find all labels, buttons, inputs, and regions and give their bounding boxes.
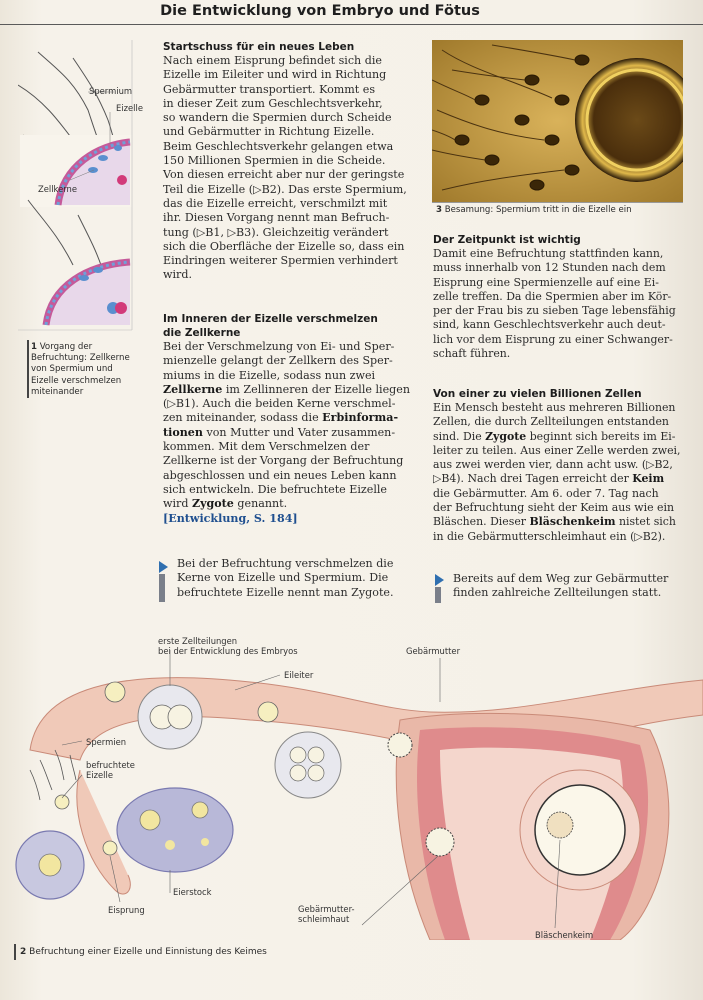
summary-box-1 xyxy=(177,557,394,600)
paragraph-line: aus zwei werden vier, dann acht usw. (▷B2, xyxy=(433,458,673,472)
section-startschuss xyxy=(163,40,425,283)
section-heading: Startschuss für ein neues Leben xyxy=(163,41,355,53)
paragraph-line: lich vor dem Eisprung zu einer Schwanger- xyxy=(433,332,673,346)
paragraph-line: das die Eizelle erreicht, verschmilzt mit xyxy=(163,196,388,210)
text-run: von Mutter und Vater zusammen- xyxy=(202,425,396,439)
paragraph-line: in dieser Zeit zum Geschlechtsverkehr, xyxy=(163,96,383,110)
paragraph-line xyxy=(163,383,425,397)
label-line: erste Zellteilungen xyxy=(158,636,238,646)
figure1-caption xyxy=(31,342,130,398)
label-gebaermutter: Gebärmutter xyxy=(406,646,461,656)
figure1-caption-line: Vorgang der xyxy=(39,342,93,352)
paragraph-line: ihr. Diesen Vorgang nennt man Befruch- xyxy=(163,211,390,225)
section-zellen xyxy=(433,387,693,544)
paragraph-line: Von diesen erreicht aber nur der geringste xyxy=(163,168,405,182)
paragraph-line xyxy=(163,497,425,511)
label-eizelle: Eizelle xyxy=(116,103,143,113)
paragraph-line: schaft führen. xyxy=(433,347,511,361)
bold-term: tionen xyxy=(163,425,203,439)
paragraph-line: Damit eine Befruchtung stattfinden kann, xyxy=(433,247,664,260)
bold-term: Zellkerne xyxy=(163,382,223,396)
paragraph-line: wird. xyxy=(163,268,192,282)
label-spermien: Spermien xyxy=(86,737,127,747)
paragraph-line: in die Gebärmutterschleimhaut ein (▷B2). xyxy=(433,529,666,543)
figure2-caption xyxy=(20,947,267,958)
paragraph-line: der Befruchtung sieht der Keim aus wie ein xyxy=(433,501,674,515)
text-run: sind. Die xyxy=(433,429,486,443)
paragraph-line xyxy=(433,472,693,486)
figure2-caption-text: Befruchtung einer Eizelle und Einnistung des Keimes xyxy=(29,947,267,957)
label-line: schleimhaut xyxy=(298,914,350,924)
paragraph-line: miums in die Eizelle, sodass nun zwei xyxy=(163,368,376,382)
summary-arrow-icon xyxy=(435,574,444,586)
paragraph-line: 150 Millionen Spermien in die Scheide. xyxy=(163,154,386,168)
paragraph-line: kommen. Mit dem Verschmelzen der xyxy=(163,440,370,454)
paragraph-line: Eizelle im Eileiter und wird in Richtung xyxy=(163,68,387,82)
paragraph-line: per der Frau bis zu sieben Tage lebensfähig xyxy=(433,304,676,318)
caption-rule xyxy=(14,944,16,960)
paragraph-line: zelle treffen. Da die Spermien aber im Kör- xyxy=(433,289,672,303)
paragraph-line: Nach einem Eisprung befindet sich die xyxy=(163,54,382,67)
paragraph-line: sind, kann Geschlechtsverkehr auch deut- xyxy=(433,318,666,332)
paragraph-line: sich die Oberfläche der Eizelle so, dass ein xyxy=(163,239,405,253)
paragraph-line: Eisprung eine Spermienzelle auf eine Ei- xyxy=(433,275,659,289)
summary-bar xyxy=(159,574,165,602)
summary-line: befruchtete Eizelle nennt man Zygote. xyxy=(177,585,394,599)
caption-rule xyxy=(27,340,29,398)
label-zellkerne: Zellkerne xyxy=(38,184,78,194)
paragraph-line: Teil die Eizelle (▷B2). Das erste Spermium, xyxy=(163,182,407,196)
section-zeitpunkt xyxy=(433,233,693,361)
section-heading: die Zellkerne xyxy=(163,327,241,339)
micrograph-photo xyxy=(432,40,683,202)
label-schleimhaut xyxy=(298,904,355,924)
figure1-caption-line: Eizelle verschmelzen xyxy=(31,375,122,386)
text-run: wird xyxy=(163,497,192,511)
summary-line: Bei der Befruchtung verschmelzen die xyxy=(177,557,394,570)
paragraph-line: Zellen, die durch Zellteilungen entstanden xyxy=(433,415,669,429)
paragraph-line: mienzelle gelangt der Zellkern des Sper- xyxy=(163,354,393,368)
paragraph-line xyxy=(163,426,425,440)
label-line: befruchtete xyxy=(86,760,135,770)
text-run: beginnt sich bereits im Ei- xyxy=(526,429,676,443)
summary-box-2 xyxy=(453,572,668,601)
bold-term: Zygote xyxy=(485,429,527,443)
uterus-diagram xyxy=(0,620,703,940)
paragraph-line: (▷B1). Auch die beiden Kerne verschmel- xyxy=(163,397,396,411)
summary-line: Kerne von Eizelle und Spermium. Die xyxy=(177,571,389,585)
figure2-caption-number: 2 xyxy=(20,947,27,957)
figure1-caption-line: Befruchtung: Zellkerne xyxy=(31,353,130,364)
paragraph-line: Zellkerne ist der Vorgang der Befruchtung xyxy=(163,454,404,468)
figure3-caption-text: Besamung: Spermium tritt in die Eizelle ein xyxy=(444,205,632,215)
paragraph-line: Bei der Verschmelzung von Ei- und Sper- xyxy=(163,340,395,353)
paragraph-line: abgeschlossen und ein neues Leben kann xyxy=(163,468,397,482)
paragraph-line: leiter zu teilen. Aus einer Zelle werden zwei, xyxy=(433,443,681,457)
bold-term: Erbinforma- xyxy=(322,411,399,425)
text-run: nistet sich xyxy=(615,515,676,529)
section-heading: Von einer zu vielen Billionen Zellen xyxy=(433,388,642,400)
section-heading: Im Inneren der Eizelle verschmelzen xyxy=(163,313,378,325)
label-line: bei der Entwicklung des Embryos xyxy=(158,646,298,656)
paragraph-line: und Gebärmutter in Richtung Eizelle. xyxy=(163,125,375,139)
label-eileiter: Eileiter xyxy=(284,670,314,680)
paragraph-line: die Gebärmutter. Am 6. oder 7. Tag nach xyxy=(433,486,659,500)
paragraph-line: Beim Geschlechtsverkehr gelangen etwa xyxy=(163,139,394,153)
label-spermium: Spermium xyxy=(89,86,133,96)
label-line: Eizelle xyxy=(86,770,113,780)
paragraph-line: muss innerhalb von 12 Stunden nach dem xyxy=(433,261,666,275)
label-blaeschenkeim: Bläschenkeim xyxy=(535,930,594,940)
paragraph-line: Eindringen weiterer Spermien verhindert xyxy=(163,254,398,268)
figure1-caption-number: 1 xyxy=(31,342,37,352)
summary-bar xyxy=(435,587,441,603)
text-run: zen miteinander, sodass die xyxy=(163,411,323,425)
paragraph-line xyxy=(163,411,425,425)
text-run: genannt. xyxy=(233,497,288,511)
summary-line: Bereits auf dem Weg zur Gebärmutter xyxy=(453,572,669,585)
bold-term: Keim xyxy=(632,472,665,486)
bold-term: Zygote xyxy=(191,497,234,511)
label-eierstock: Eierstock xyxy=(173,887,212,897)
summary-line: finden zahlreiche Zellteilungen statt. xyxy=(453,586,662,600)
paragraph-line xyxy=(433,430,693,444)
section-zellkerne xyxy=(163,312,425,526)
label-zellteilungen xyxy=(158,636,298,656)
bold-term: Bläschenkeim xyxy=(529,515,616,529)
paragraph-line xyxy=(433,515,693,529)
paragraph-line: Gebärmutter transportiert. Kommt es xyxy=(163,82,376,96)
cross-reference-link[interactable]: [Entwicklung, S. 184] xyxy=(163,511,298,525)
label-line: Gebärmutter- xyxy=(298,904,355,914)
text-run: im Zellinneren der Eizelle liegen xyxy=(222,382,410,396)
paragraph-line: so wandern die Spermien durch Scheide xyxy=(163,111,392,125)
section-heading: Der Zeitpunkt ist wichtig xyxy=(433,234,581,246)
label-befruchtete-eizelle xyxy=(86,760,135,780)
text-run: Bläschen. Dieser xyxy=(433,515,530,529)
figure3-caption xyxy=(436,205,632,216)
figure1-caption-line: von Spermium und xyxy=(31,364,113,375)
label-eisprung: Eisprung xyxy=(108,905,145,915)
page-title: Die Entwicklung von Embryo und Fötus xyxy=(160,3,480,19)
paragraph-line: tung (▷B1, ▷B3). Gleichzeitig verändert xyxy=(163,225,389,239)
figure3-caption-number: 3 xyxy=(436,205,442,215)
summary-arrow-icon xyxy=(159,561,168,573)
paragraph-line: Ein Mensch besteht aus mehreren Billionen xyxy=(433,401,676,414)
figure1-caption-line: miteinander xyxy=(31,386,84,397)
paragraph-line: sich entwickeln. Die befruchtete Eizelle xyxy=(163,482,387,496)
text-run: ▷B4). Nach drei Tagen erreicht der xyxy=(433,472,633,486)
